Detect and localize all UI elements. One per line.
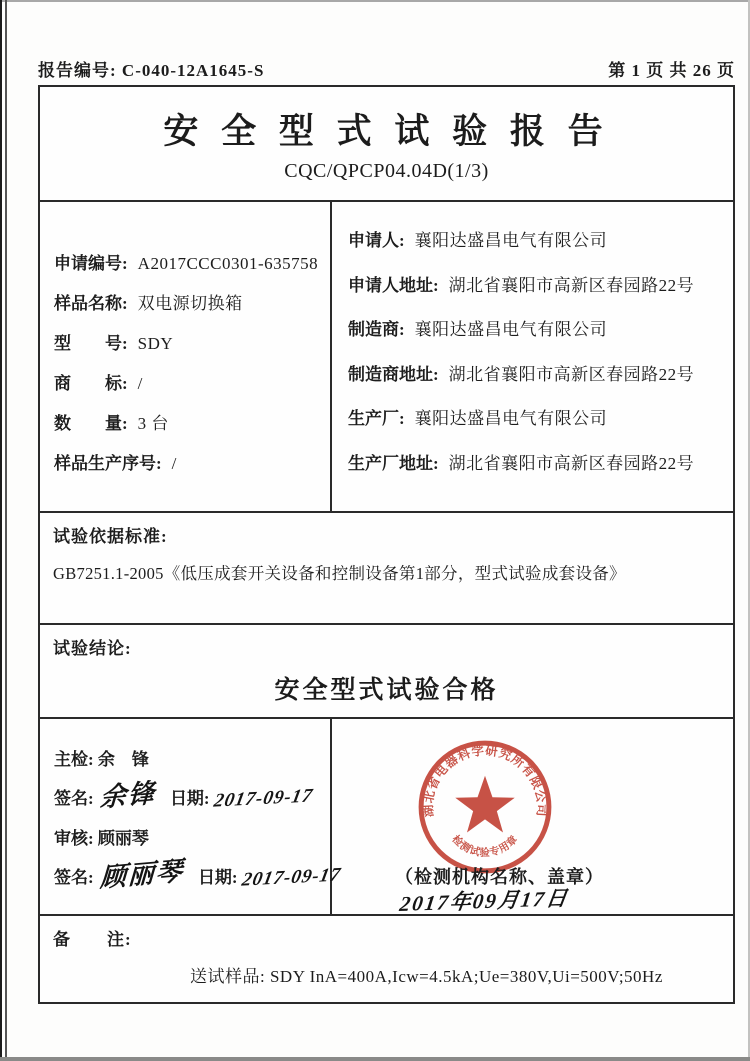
chief-signature-line: 签名: 余锋 日期: 2017-09-17 bbox=[54, 778, 315, 813]
test-standard-label: 试验依据标准: bbox=[53, 527, 168, 546]
svg-text:检测试验专用章: 检测试验专用章 bbox=[449, 833, 521, 859]
report-number-value: C-040-12A1645-S bbox=[121, 61, 265, 80]
reviewer-line: 审核: 顾丽琴 bbox=[54, 829, 149, 848]
red-seal-stamp-icon bbox=[404, 736, 566, 878]
chief-inspector-line: 主检: 余 锋 bbox=[54, 750, 149, 769]
sample-info-right-cell bbox=[332, 202, 733, 511]
svg-text:湖北省电器科学研究所有限公司: 湖北省电器科学研究所有限公司 bbox=[421, 743, 549, 818]
document-code: CQC/QPCP04.04D(1/3) bbox=[284, 160, 489, 182]
remarks-label: 备 注: bbox=[53, 930, 132, 949]
document-header bbox=[38, 56, 735, 81]
remarks-text: 送试样品: SDY InA=400A,Icw=4.5kA;Ue=380V,Ui=500V;50Hz bbox=[190, 967, 663, 986]
reviewer-signature-line: 签名: 顾丽琴 日期: 2017-09-17 bbox=[54, 856, 343, 893]
remarks-section bbox=[40, 914, 733, 1019]
reviewer-signature-handwriting: 顾丽琴 bbox=[99, 856, 185, 893]
chief-inspector-name: 余 锋 bbox=[97, 750, 149, 769]
star-icon bbox=[455, 776, 514, 833]
stamp-cell bbox=[332, 719, 733, 917]
chief-signature-handwriting: 余锋 bbox=[99, 778, 157, 813]
title-section bbox=[40, 104, 733, 200]
report-table bbox=[38, 85, 735, 1004]
sample-info-left-cell bbox=[40, 202, 332, 511]
document-title: 安 全 型 式 试 验 报 告 bbox=[163, 112, 610, 151]
signoff-section bbox=[40, 717, 733, 917]
reviewer-date-handwriting: 2017-09-17 bbox=[239, 864, 343, 891]
page-indicator: 第 1 页 共 26 页 bbox=[608, 61, 735, 80]
report-number-label: 报告编号: bbox=[38, 61, 117, 80]
scan-edge-top bbox=[0, 0, 750, 2]
field-trademark: 商 标: / bbox=[54, 374, 143, 393]
scan-edge-left bbox=[0, 0, 2, 1061]
scan-edge-left-inner bbox=[5, 0, 7, 1061]
test-conclusion-label: 试验结论: bbox=[53, 639, 132, 658]
field-application-no: 申请编号: A2017CCC0301-635758 bbox=[54, 254, 319, 273]
test-conclusion-result: 安全型式试验合格 bbox=[274, 677, 499, 704]
signoff-left-cell bbox=[40, 719, 343, 914]
field-quantity: 数 量: 3 台 bbox=[54, 414, 169, 433]
reviewer-name: 顾丽琴 bbox=[97, 829, 149, 848]
field-production-serial: 样品生产序号: / bbox=[54, 454, 177, 473]
field-sample-name: 样品名称: 双电源切换箱 bbox=[54, 294, 243, 313]
field-manufacturer-address: 制造商地址: 湖北省襄阳市高新区春园路22号 bbox=[348, 364, 695, 384]
field-model: 型 号: SDY bbox=[54, 334, 174, 353]
field-manufacturer: 制造商: 襄阳达盛昌电气有限公司 bbox=[348, 320, 608, 339]
field-factory: 生产厂: 襄阳达盛昌电气有限公司 bbox=[348, 409, 608, 428]
field-applicant-address: 申请人地址: 湖北省襄阳市高新区春园路22号 bbox=[348, 275, 695, 295]
scan-edge-bottom bbox=[0, 1057, 750, 1061]
field-applicant: 申请人: 襄阳达盛昌电气有限公司 bbox=[348, 231, 608, 250]
test-conclusion-section bbox=[40, 623, 733, 717]
sample-info-section bbox=[40, 200, 733, 511]
test-standard-section bbox=[40, 511, 733, 623]
report-number bbox=[38, 56, 264, 81]
field-factory-address: 生产厂地址: 湖北省襄阳市高新区春园路22号 bbox=[348, 453, 695, 473]
test-standard-text: GB7251.1-2005《低压成套开关设备和控制设备第1部分，型式试验成套设备》 bbox=[53, 564, 626, 583]
stamp-date: 2017年09月17日 bbox=[398, 885, 571, 917]
stamp-caption: （检测机构名称、盖章） bbox=[395, 867, 604, 887]
chief-date-handwriting: 2017-09-17 bbox=[211, 785, 315, 812]
